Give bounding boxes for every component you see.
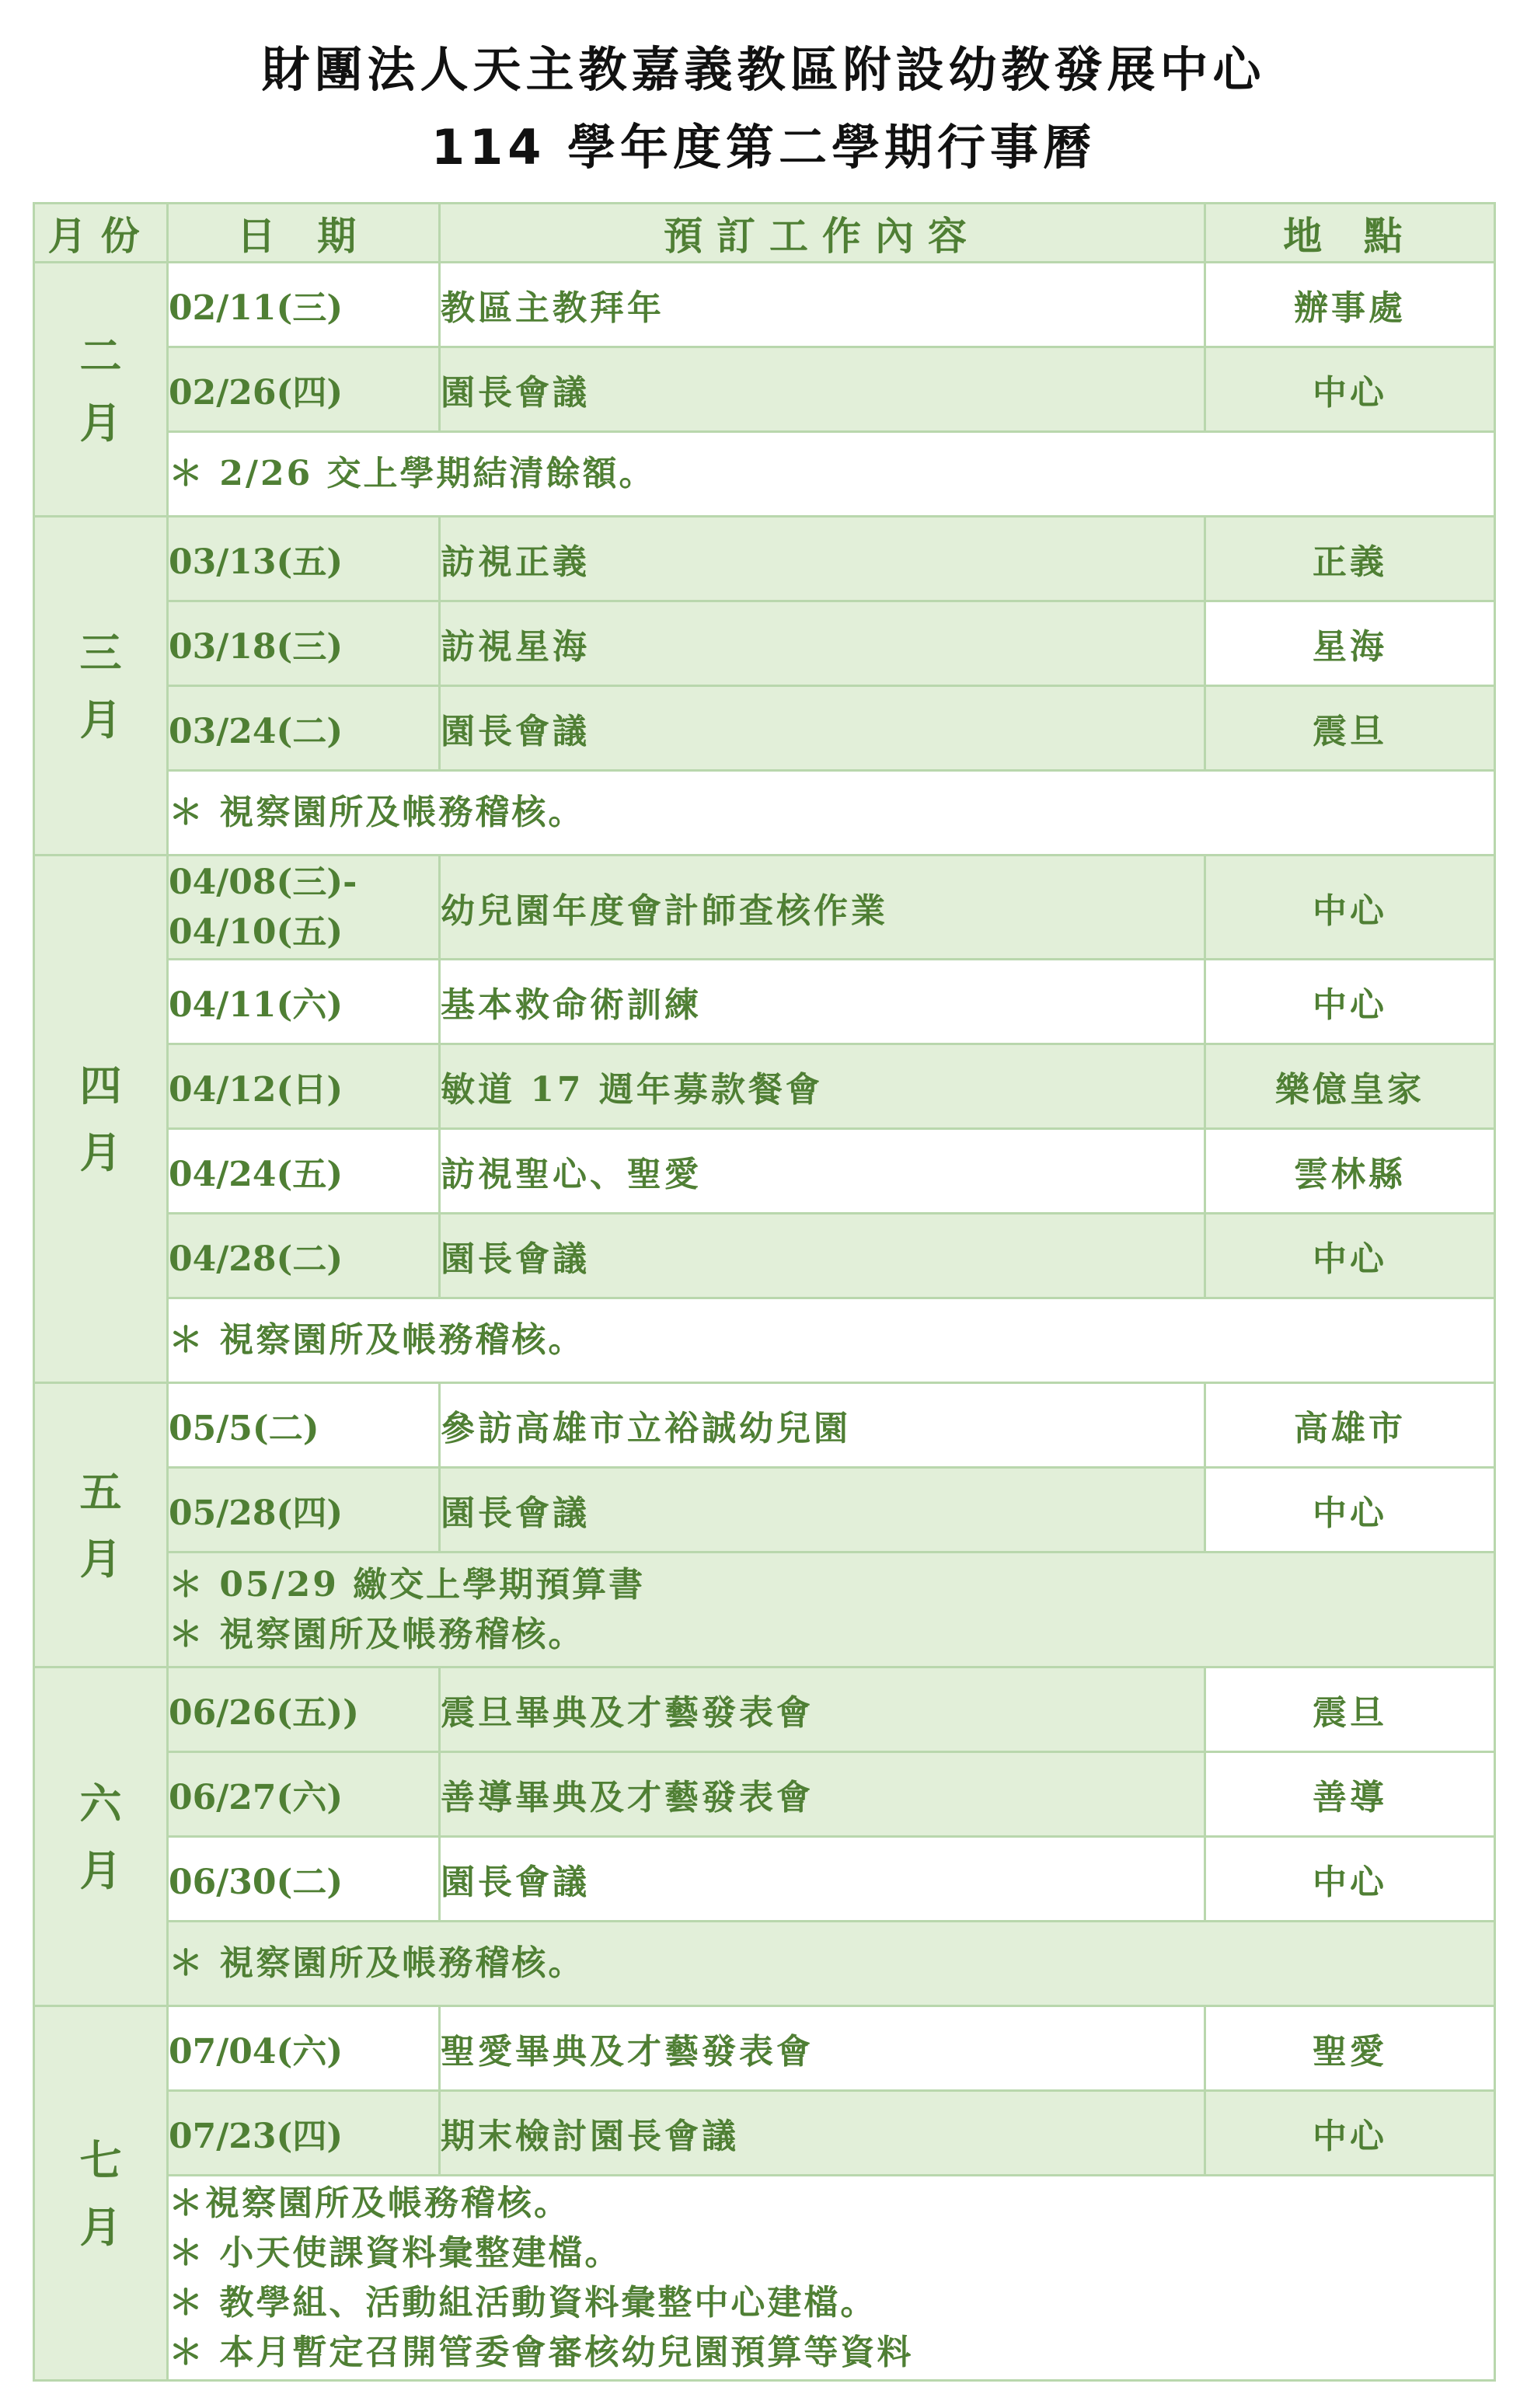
location-cell: 善導: [1205, 1752, 1495, 1837]
note-line: ＊視察園所及帳務稽核。: [169, 2183, 570, 2223]
date-cell: 02/26(四): [168, 347, 440, 432]
header-date: 日 期: [168, 204, 440, 263]
location-cell: 中心: [1205, 856, 1495, 960]
table-row: [34, 1129, 1495, 1214]
note-cell: [168, 771, 1495, 856]
note-cell: [168, 2176, 1495, 2381]
location-cell: 中心: [1205, 347, 1495, 432]
month-cell: 五月: [34, 1383, 168, 1667]
table-row: [34, 1667, 1495, 1752]
note-row: [34, 2176, 1495, 2381]
task-cell: 善導畢典及才藝發表會: [440, 1752, 1205, 1837]
date-cell: 06/26(五)): [168, 1667, 440, 1752]
date-cell: 05/28(四): [168, 1468, 440, 1552]
location-cell: 高雄市: [1205, 1383, 1495, 1468]
table-row: [34, 2091, 1495, 2176]
month-cell: 七月: [34, 2006, 168, 2381]
task-cell: 訪視正義: [440, 517, 1205, 601]
table-row: [34, 517, 1495, 601]
location-cell: 樂億皇家: [1205, 1044, 1495, 1129]
page-subtitle: 114 學年度第二學期行事曆: [431, 119, 1096, 176]
task-cell: 訪視聖心、聖愛: [440, 1129, 1205, 1214]
note-line: ＊ 教學組、活動組活動資料彙整中心建檔。: [169, 2282, 877, 2323]
header-row: [34, 204, 1495, 263]
task-cell: 園長會議: [440, 1837, 1205, 1922]
table-row: [34, 263, 1495, 347]
month-cell: 二月: [34, 263, 168, 517]
location-cell: 雲林縣: [1205, 1129, 1495, 1214]
note-line: ＊ 本月暫定召開管委會審核幼兒園預算等資料: [169, 2332, 914, 2372]
note-line: ＊ 05/29 繳交上學期預算書: [169, 1564, 646, 1605]
note-cell: [168, 1552, 1495, 1667]
task-cell: 基本救命術訓練: [440, 960, 1205, 1044]
date-cell: [168, 856, 440, 960]
location-cell: 震旦: [1205, 686, 1495, 771]
task-cell: 參訪高雄市立裕誠幼兒園: [440, 1383, 1205, 1468]
table-row: [34, 347, 1495, 432]
location-cell: 星海: [1205, 601, 1495, 686]
task-cell: 震旦畢典及才藝發表會: [440, 1667, 1205, 1752]
header-task: 預訂工作內容: [440, 204, 1205, 263]
note-cell: [168, 432, 1495, 517]
note-row: [34, 1552, 1495, 1667]
date-cell: 03/13(五): [168, 517, 440, 601]
task-cell: 聖愛畢典及才藝發表會: [440, 2006, 1205, 2091]
location-cell: 中心: [1205, 1214, 1495, 1298]
task-cell: 訪視星海: [440, 601, 1205, 686]
table-row: [34, 1383, 1495, 1468]
location-cell: 中心: [1205, 1837, 1495, 1922]
date-cell: 07/23(四): [168, 2091, 440, 2176]
header-location: 地 點: [1205, 204, 1495, 263]
note-row: [34, 432, 1495, 517]
calendar-table: [33, 202, 1496, 2382]
note-cell: [168, 1922, 1495, 2006]
location-cell: 中心: [1205, 2091, 1495, 2176]
date-cell: 07/04(六): [168, 2006, 440, 2091]
page-title: 財團法人天主教嘉義教區附設幼教發展中心: [261, 41, 1266, 98]
location-cell: 中心: [1205, 960, 1495, 1044]
note-cell: [168, 1298, 1495, 1383]
month-cell: 四月: [34, 856, 168, 1383]
date-start: 04/08(三)-: [169, 862, 357, 902]
header-month: 月份: [34, 204, 168, 263]
date-cell: 05/5(二): [168, 1383, 440, 1468]
task-cell: 敏道 17 週年募款餐會: [440, 1044, 1205, 1129]
table-row: [34, 1752, 1495, 1837]
task-cell: 園長會議: [440, 347, 1205, 432]
table-row: [34, 686, 1495, 771]
note-row: [34, 1922, 1495, 2006]
table-row: [34, 1214, 1495, 1298]
table-row: [34, 2006, 1495, 2091]
table-row: [34, 601, 1495, 686]
month-cell: 六月: [34, 1667, 168, 2006]
date-cell: 04/11(六): [168, 960, 440, 1044]
task-cell: 幼兒園年度會計師查核作業: [440, 856, 1205, 960]
date-cell: 06/27(六): [168, 1752, 440, 1837]
location-cell: 中心: [1205, 1468, 1495, 1552]
date-cell: 02/11(三): [168, 263, 440, 347]
table-row: [34, 1837, 1495, 1922]
note-line: ＊ 視察園所及帳務稽核。: [169, 1320, 585, 1360]
note-line: ＊ 視察園所及帳務稽核。: [169, 793, 585, 832]
note-line: ＊ 視察園所及帳務稽核。: [169, 1943, 585, 1983]
date-cell: 04/24(五): [168, 1129, 440, 1214]
location-cell: 辦事處: [1205, 263, 1495, 347]
note-line: ＊ 小天使課資料彙整建檔。: [169, 2232, 622, 2273]
task-cell: 園長會議: [440, 686, 1205, 771]
location-cell: 聖愛: [1205, 2006, 1495, 2091]
location-cell: 正義: [1205, 517, 1495, 601]
table-row: [34, 1044, 1495, 1129]
date-end: 04/10(五): [169, 911, 343, 952]
note-row: [34, 1298, 1495, 1383]
date-cell: 03/24(二): [168, 686, 440, 771]
note-row: [34, 771, 1495, 856]
task-cell: 教區主教拜年: [440, 263, 1205, 347]
location-cell: 震旦: [1205, 1667, 1495, 1752]
note-line: ＊ 視察園所及帳務稽核。: [169, 1614, 585, 1654]
date-cell: 04/12(日): [168, 1044, 440, 1129]
table-row: [34, 856, 1495, 960]
table-row: [34, 1468, 1495, 1552]
date-cell: 04/28(二): [168, 1214, 440, 1298]
date-cell: 06/30(二): [168, 1837, 440, 1922]
task-cell: 期末檢討園長會議: [440, 2091, 1205, 2176]
date-cell: 03/18(三): [168, 601, 440, 686]
note-line: ＊ 2/26 交上學期結清餘額。: [169, 454, 656, 493]
table-row: [34, 960, 1495, 1044]
task-cell: 園長會議: [440, 1468, 1205, 1552]
task-cell: 園長會議: [440, 1214, 1205, 1298]
month-cell: 三月: [34, 517, 168, 856]
